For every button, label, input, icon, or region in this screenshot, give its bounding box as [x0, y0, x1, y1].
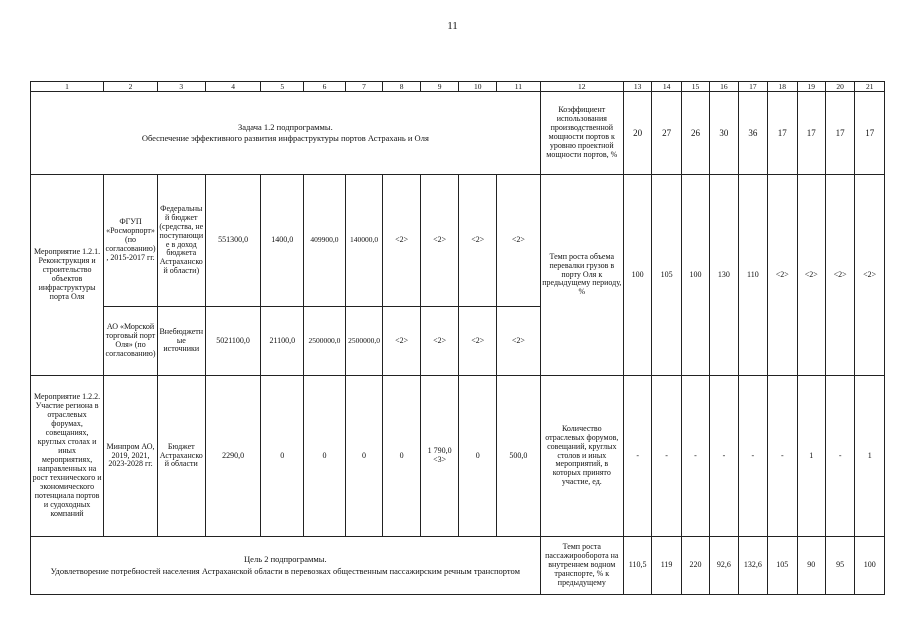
- amount-cell: 551300,0: [205, 175, 261, 307]
- amount-cell: 0: [345, 376, 383, 537]
- indicator-value: 105: [652, 175, 681, 376]
- amount-cell: 0: [261, 376, 304, 537]
- col-header: 1: [31, 82, 104, 92]
- indicator-value: 100: [681, 175, 709, 376]
- amount-cell: [420, 376, 459, 537]
- amount-cell: 0: [459, 376, 497, 537]
- col-header: 19: [797, 82, 825, 92]
- funding-source: Внебюджетные источники: [157, 307, 205, 376]
- col-header: 4: [205, 82, 261, 92]
- col-header: 21: [855, 82, 885, 92]
- measure-1-2-2-row: [31, 376, 885, 537]
- task-title: [31, 92, 541, 175]
- task-value: 17: [825, 92, 854, 175]
- amount-cell: <2>: [420, 307, 459, 376]
- indicator-value: -: [710, 376, 738, 537]
- amount-cell: 5021100,0: [205, 307, 261, 376]
- funding-source: Федеральный бюджет (средства, не поступающие в доход бюджета Астраханской области): [157, 175, 205, 307]
- col-header: 16: [710, 82, 738, 92]
- col-header: 6: [304, 82, 346, 92]
- goal-value: 90: [797, 537, 825, 595]
- goal-value: 95: [825, 537, 854, 595]
- amount-cell: 2290,0: [205, 376, 261, 537]
- indicator-value: <2>: [797, 175, 825, 376]
- amount-cell: <2>: [459, 307, 497, 376]
- col-header: 11: [497, 82, 541, 92]
- goal-value: 110,5: [623, 537, 651, 595]
- col-header: 14: [652, 82, 681, 92]
- col-header: 13: [623, 82, 651, 92]
- page-number: 11: [447, 20, 458, 32]
- amount-cell: 500,0: [497, 376, 541, 537]
- indicator-value: -: [623, 376, 651, 537]
- goal-title-line2: Удовлетворение потребностей населения Астраханской области в перевозках общественным пассажирским речным транспортом: [50, 565, 520, 576]
- col-header: 18: [768, 82, 797, 92]
- footnote-mark: <3>: [433, 455, 447, 464]
- amount-cell: 409900,0: [304, 175, 346, 307]
- executor: Минпром АО, 2019, 2021, 2023-2028 гг.: [104, 376, 158, 537]
- amount-cell: 2500000,0: [304, 307, 346, 376]
- program-table: [30, 81, 885, 595]
- measure-name: Мероприятие 1.2.1. Реконструкция и строительство объектов инфраструктуры порта Оля: [31, 175, 104, 376]
- task-row: [31, 92, 885, 175]
- amount-cell: <2>: [497, 307, 541, 376]
- amount-value: 1 790,0: [427, 446, 452, 456]
- indicator-value: 1: [855, 376, 885, 537]
- col-header: 3: [157, 82, 205, 92]
- col-header: 8: [383, 82, 421, 92]
- indicator-value: 100: [623, 175, 651, 376]
- indicator-value: -: [738, 376, 767, 537]
- indicator-value: -: [825, 376, 854, 537]
- amount-cell: <2>: [383, 175, 421, 307]
- col-header: 15: [681, 82, 709, 92]
- goal-title-line1: Цель 2 подпрограммы.: [244, 554, 327, 565]
- funding-source: Бюджет Астраханской области: [157, 376, 205, 537]
- executor: АО «Морской торговый порт Оля» (по согласованию): [104, 307, 158, 376]
- col-header: 9: [420, 82, 459, 92]
- amount-cell: 0: [304, 376, 346, 537]
- indicator-value: 130: [710, 175, 738, 376]
- task-value: 36: [738, 92, 767, 175]
- measure-1-2-1-row-1: [31, 175, 885, 307]
- goal-value: 119: [652, 537, 681, 595]
- task-value: 26: [681, 92, 709, 175]
- task-indicator: Коэффициент использования производственной мощности портов к уровню проектной мощности портов, %: [540, 92, 623, 175]
- goal-row: [31, 537, 885, 595]
- goal-value: 220: [681, 537, 709, 595]
- col-header: 12: [540, 82, 623, 92]
- col-header: 17: [738, 82, 767, 92]
- indicator-value: -: [768, 376, 797, 537]
- amount-cell: 0: [383, 376, 421, 537]
- col-header: 20: [825, 82, 854, 92]
- indicator-value: 1: [797, 376, 825, 537]
- task-value: 17: [855, 92, 885, 175]
- amount-cell: 1400,0: [261, 175, 304, 307]
- indicator-value: -: [681, 376, 709, 537]
- executor: ФГУП «Росморпорт» (по согласованию), 2015-2017 гг.: [104, 175, 158, 307]
- goal-value: 92,6: [710, 537, 738, 595]
- header-row: [31, 82, 885, 92]
- goal-indicator: Темп роста пассажирооборота на внутреннем водном транспорте, % к предыдущему: [540, 537, 623, 595]
- amount-cell: 140000,0: [345, 175, 383, 307]
- measure-name: Мероприятие 1.2.2. Участие региона в отраслевых форумах, совещаниях, круглых столах и иных мероприятиях, направленных на рост технического и экономического потенциала портов и судоходных компаний: [31, 376, 104, 537]
- amount-cell: 2500000,0: [345, 307, 383, 376]
- col-header: 2: [104, 82, 158, 92]
- col-header: 7: [345, 82, 383, 92]
- goal-value: 105: [768, 537, 797, 595]
- indicator-value: <2>: [768, 175, 797, 376]
- col-header: 10: [459, 82, 497, 92]
- task-value: 20: [623, 92, 651, 175]
- task-value: 30: [710, 92, 738, 175]
- task-title-line2: Обеспечение эффективного развития инфраструктуры портов Астрахань и Оля: [141, 133, 429, 143]
- goal-value: 132,6: [738, 537, 767, 595]
- amount-cell: <2>: [459, 175, 497, 307]
- amount-cell: <2>: [420, 175, 459, 307]
- indicator-value: <2>: [825, 175, 854, 376]
- task-title-line1: Задача 1.2 подпрограммы.: [237, 121, 333, 132]
- task-value: 27: [652, 92, 681, 175]
- task-value: 17: [797, 92, 825, 175]
- amount-cell: 21100,0: [261, 307, 304, 376]
- measure-indicator: Количество отраслевых форумов, совещаний, круглых столов и иных мероприятий, в которых принято участие, ед.: [540, 376, 623, 537]
- measure-indicator: Темп роста объема перевалки грузов в порту Оля к предыдущему периоду, %: [540, 175, 623, 376]
- amount-cell: <2>: [383, 307, 421, 376]
- indicator-value: -: [652, 376, 681, 537]
- amount-cell: <2>: [497, 175, 541, 307]
- task-value: 17: [768, 92, 797, 175]
- goal-value: 100: [855, 537, 885, 595]
- goal-title: [31, 537, 541, 595]
- indicator-value: <2>: [855, 175, 885, 376]
- indicator-value: 110: [738, 175, 767, 376]
- col-header: 5: [261, 82, 304, 92]
